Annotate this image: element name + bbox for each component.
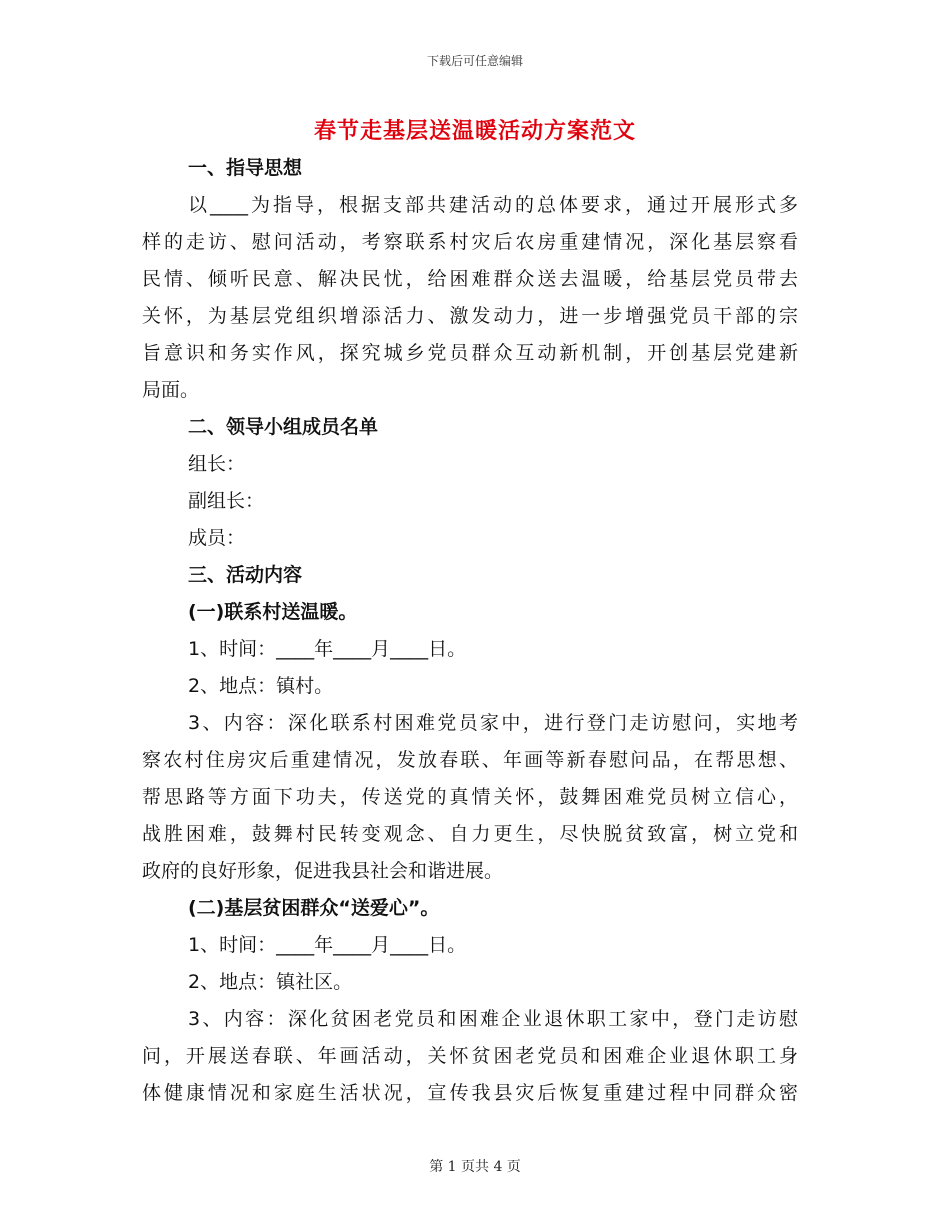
- paragraph-line: 3、内容：深化贫困老党员和困难企业退休职工家中，登门走访慰: [188, 1008, 798, 1030]
- page-footer: 第 1 页共 4 页: [429, 1159, 521, 1175]
- paragraph-line: 察农村住房灾后重建情况，发放春联、年画等新春慰问品，在帮思想、: [142, 749, 798, 771]
- document-body: [142, 150, 798, 1112]
- subsection-heading-village: (一)联系村送温暖。: [188, 601, 358, 623]
- members-field: 成员：: [188, 527, 246, 549]
- place-line: 2、地点：镇社区。: [188, 971, 353, 993]
- paragraph-line: 局面。: [142, 379, 200, 401]
- paragraph-line: 关怀，为基层党组织增添活力、激发动力，进一步增强党员干部的宗: [142, 305, 798, 327]
- paragraph-line: 3、内容：深化联系村困难党员家中，进行登门走访慰问，实地考: [188, 712, 798, 734]
- paragraph-line: 政府的良好形象，促进我县社会和谐进展。: [142, 860, 504, 882]
- subsection-heading-love: (二)基层贫困群众“送爱心”。: [188, 897, 440, 919]
- section-heading-activities: 三、活动内容: [188, 564, 303, 586]
- leader-field: 组长：: [188, 453, 246, 475]
- paragraph-line: 体健康情况和家庭生活状况，宣传我县灾后恢复重建过程中同群众密: [142, 1082, 798, 1104]
- paragraph-line: 问，开展送春联、年画活动，关怀贫困老党员和困难企业退休职工身: [142, 1045, 798, 1067]
- paragraph-line: 样的走访、慰问活动，考察联系村灾后农房重建情况，深化基层察看: [142, 231, 798, 253]
- paragraph-line: 以____为指导，根据支部共建活动的总体要求，通过开展形式多: [188, 194, 798, 216]
- vice-leader-field: 副组长：: [188, 490, 265, 512]
- section-heading-leadership: 二、领导小组成员名单: [188, 416, 379, 438]
- paragraph-line: 民情、倾听民意、解决民忧，给困难群众送去温暖，给基层党员带去: [142, 268, 798, 290]
- place-line: 2、地点：镇村。: [188, 675, 334, 697]
- paragraph-line: 战胜困难，鼓舞村民转变观念、自力更生，尽快脱贫致富，树立党和: [142, 823, 798, 845]
- header-note: 下载后可任意编辑: [426, 54, 523, 68]
- paragraph-line: 旨意识和务实作风，探究城乡党员群众互动新机制，开创基层党建新: [142, 342, 798, 364]
- document-title: 春节走基层送温暖活动方案范文: [313, 119, 636, 144]
- paragraph-line: 帮思路等方面下功夫，传送党的真情关怀，鼓舞困难党员树立信心，: [142, 786, 798, 808]
- time-line: 1、时间：____年____月____日。: [188, 934, 467, 956]
- section-heading-guiding-thought: 一、指导思想: [188, 157, 303, 179]
- time-line: 1、时间：____年____月____日。: [188, 638, 467, 660]
